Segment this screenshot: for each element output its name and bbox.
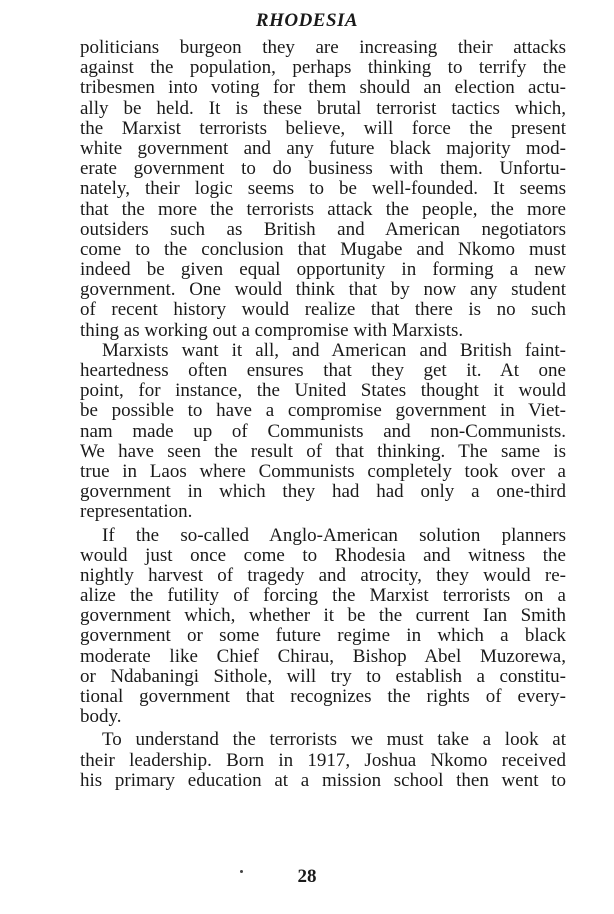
text-line: heartedness often ensures that they get it. At one (80, 360, 566, 381)
page-number: 28 (297, 866, 317, 887)
text-line: alize the futility of forcing the Marxist terrorists on a (80, 585, 566, 607)
text-line: nightly harvest of tragedy and atrocity, they would re- (80, 564, 566, 586)
text-line: outsiders such as British and American negotiators (80, 218, 566, 240)
text-line: true in Laos where Communists completely took over a (80, 460, 566, 482)
text-line: representation. (80, 501, 193, 523)
text-line: If the so-called Anglo-American solution planners (102, 524, 566, 546)
text-line: be possible to have a compromise government in Viet- (80, 400, 566, 422)
text-line: come to the conclusion that Mugabe and Nkomo must (80, 238, 566, 260)
text-line: We have seen the result of that thinking. The same is (80, 440, 566, 462)
text-line: thing as working out a compromise with Marxists. (80, 319, 464, 341)
text-line: body. (80, 706, 122, 728)
text-line: nately, their logic seems to be well-founded. It seems (80, 178, 566, 200)
text-line: that the more the terrorists attack the people, the more (80, 198, 566, 220)
text-line: To understand the terrorists we must take a look at (102, 729, 566, 751)
body-text (80, 38, 566, 791)
text-line: government or some future regime in which a black (80, 625, 566, 647)
text-line: ally be held. It is these brutal terrorist tactics which, (80, 97, 566, 119)
paragraph-1 (80, 38, 566, 341)
text-line: would just once come to Rhodesia and witness the (80, 544, 566, 566)
text-line: erate government to do business with them. Unfortu- (80, 158, 566, 180)
text-line: his primary education at a mission school then went to (80, 769, 566, 791)
paragraph-2 (80, 341, 566, 523)
text-line: government in which they had had only a one-third (80, 481, 566, 503)
text-line: indeed be given equal opportunity in forming a new (80, 259, 566, 281)
text-line: against the population, perhaps thinking to terrify the (80, 57, 566, 79)
text-line: government. One would think that by now any student (80, 279, 566, 301)
text-line: nam made up of Communists and non-Communists. (80, 420, 566, 442)
text-line: moderate like Chief Chirau, Bishop Abel Muzorewa, (80, 645, 566, 667)
text-line: white government and any future black majority mod- (80, 137, 566, 159)
paragraph-3 (80, 526, 566, 728)
text-line: point, for instance, the United States thought it would (80, 380, 566, 402)
text-line: tional government that recognizes the rights of every- (80, 686, 566, 707)
text-line: their leadership. Born in 1917, Joshua Nkomo received (80, 749, 566, 771)
text-line: or Ndabaningi Sithole, will try to establish a constitu- (80, 665, 566, 687)
text-line: government which, whether it be the current Ian Smith (80, 605, 566, 627)
running-head: RHODESIA (255, 10, 359, 31)
text-line: of recent history would realize that there is no such (80, 299, 566, 321)
paragraph-4 (80, 730, 566, 791)
text-line: Marxists want it all, and American and British faint- (102, 339, 566, 361)
text-line: tribesmen into voting for them should an election actu- (80, 77, 566, 99)
text-line: the Marxist terrorists believe, will force the present (80, 117, 566, 139)
text-line: politicians burgeon they are increasing their attacks (80, 37, 566, 58)
